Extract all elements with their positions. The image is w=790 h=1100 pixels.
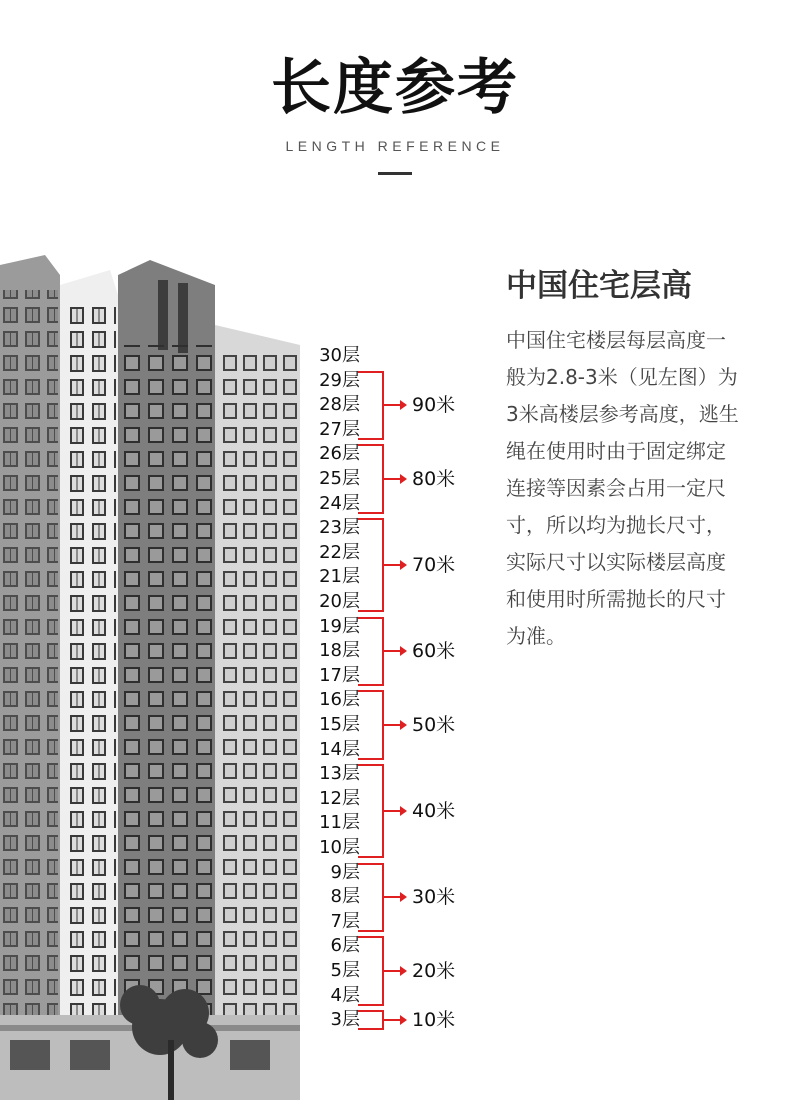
- height-label: 20米: [412, 960, 456, 982]
- floor-label: 13层: [319, 763, 360, 785]
- floor-bracket: [358, 371, 384, 440]
- floor-bracket: [358, 690, 384, 759]
- floor-bracket: [358, 444, 384, 513]
- floor-bracket: [358, 863, 384, 932]
- height-label: 70米: [412, 554, 456, 577]
- floor-reference-diagram: [300, 345, 480, 1045]
- arrow-right-icon: [400, 720, 407, 730]
- floor-label: 19层: [319, 615, 360, 637]
- arrow-right-icon: [400, 1015, 407, 1025]
- height-label: 90米: [412, 394, 456, 417]
- page-subtitle: LENGTH REFERENCE: [285, 138, 505, 154]
- floor-label: 18层: [319, 640, 360, 662]
- floor-bracket: [358, 518, 384, 612]
- floor-label: 15层: [319, 714, 360, 735]
- arrow-right-icon: [400, 560, 407, 570]
- info-heading: 中国住宅层高: [506, 268, 692, 304]
- floor-label: 24层: [319, 492, 360, 514]
- arrow-right-icon: [400, 646, 407, 656]
- floor-label: 27层: [319, 418, 360, 440]
- floor-label: 25层: [319, 468, 360, 489]
- title-divider: [378, 172, 412, 175]
- height-label: 50米: [412, 714, 456, 736]
- arrow-right-icon: [400, 400, 407, 410]
- height-label: 80米: [412, 468, 456, 490]
- height-label: 30米: [412, 886, 456, 909]
- floor-bracket: [358, 936, 384, 1005]
- floor-bracket: [358, 764, 384, 858]
- info-body: 中国住宅楼层每层高度一般为2.8-3米（见左图）为3米高楼层参考高度，逃生绳在使用时由于固定绑定连接等因素会占用一定尺寸，所以均为抛长尺寸，实际尺寸以实际楼层高度和使用时所需抛长的尺寸为准。: [506, 328, 739, 648]
- floor-label: 26层: [319, 443, 360, 465]
- floor-label: 22层: [319, 541, 360, 563]
- floor-label: 3层: [330, 1009, 360, 1031]
- floor-label: 9层: [330, 861, 360, 883]
- height-label: 60米: [412, 640, 456, 663]
- floor-label: 10层: [319, 837, 360, 858]
- floor-label: 30层: [319, 345, 360, 366]
- floor-bracket: [358, 1010, 384, 1030]
- floor-label: 16层: [319, 689, 360, 711]
- floor-label: 11层: [319, 812, 360, 834]
- height-label: 10米: [412, 1009, 456, 1032]
- floor-label: 4层: [330, 984, 360, 1006]
- arrow-right-icon: [400, 474, 407, 484]
- floor-label: 8层: [330, 886, 360, 908]
- floor-label: 20层: [319, 591, 360, 612]
- floor-label: 23层: [319, 517, 360, 539]
- arrow-right-icon: [400, 806, 407, 816]
- floor-label: 6层: [330, 935, 360, 957]
- building-illustration: [0, 255, 300, 1100]
- floor-label: 5层: [330, 960, 360, 981]
- arrow-right-icon: [400, 966, 407, 976]
- floor-label: 29层: [319, 369, 360, 391]
- floor-label: 17层: [319, 664, 360, 686]
- floor-label: 28层: [319, 394, 360, 416]
- floor-bracket: [358, 617, 384, 686]
- arrow-right-icon: [400, 892, 407, 902]
- height-label: 40米: [412, 800, 456, 823]
- floor-label: 12层: [319, 787, 360, 809]
- page-title: 长度参考: [271, 53, 519, 123]
- floor-label: 21层: [319, 566, 360, 588]
- floor-label: 7层: [330, 910, 360, 932]
- floor-label: 14层: [319, 738, 360, 760]
